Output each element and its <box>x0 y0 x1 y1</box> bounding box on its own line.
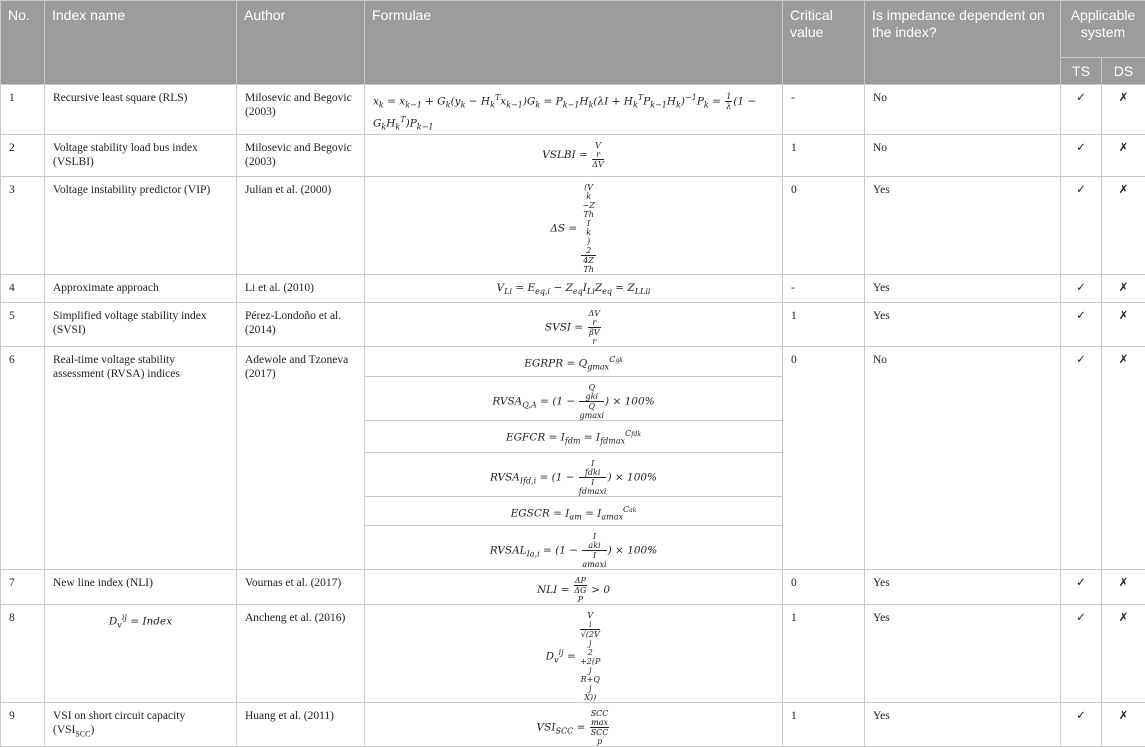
formula-svsi: SVSI = ΔV r βV r <box>365 303 783 347</box>
row-index-name: $D_v^{ij}$ = Index <box>45 604 237 702</box>
formula-rvsal-ia: $RVSAL_{Ia,i} = (1$ − I aki I amaxi ) × 100% <box>365 525 783 569</box>
header-critical-value: Critical value <box>783 1 865 85</box>
header-formulae: Formulae <box>365 1 783 85</box>
table-row <box>1 604 1145 702</box>
table-row <box>1 347 1145 377</box>
formula-egscr: EGSCR = $I_{am} = I_{amax}^{Cak}$ <box>365 497 783 526</box>
formula-egfcr: EGFCR = $I_{fdm} = I_{fdmax}^{Cfdk}$ <box>365 421 783 453</box>
formula-rls: $x_k = x_{k-1} + G_k(y_k - H_k^Tx_{k-1})G_k = P_{k-1}H_k(\lambda I + H_k^TP_{k-1}H_k)^{-1}P_k$ = $\frac{1}{\lambda}$ $(1 - G_kH_k^T)P_{k-1}$ <box>365 85 783 135</box>
row-no: 9 <box>1 702 45 746</box>
row-author: Milosevic and Begovic (2003) <box>237 135 365 177</box>
formula-rvsa-ifd: $RVSA_{Ifd,i} = (1$ − I fdki I fdmaxi ) × 100% <box>365 453 783 497</box>
row-index-name: Real-time voltage stability assessment (RVSA) indices <box>45 347 237 570</box>
row-author: Li et al. (2010) <box>237 275 365 303</box>
row-critical: 0 <box>783 569 865 604</box>
row-impedance: Yes <box>865 303 1061 347</box>
ts-check-mark: ✓ <box>1061 85 1102 135</box>
header-ts: TS <box>1061 58 1102 85</box>
row-index-name: VSI on short circuit capacity $(VSI_{SCC})$ <box>45 702 237 746</box>
ds-cross-mark: ✗ <box>1102 135 1145 177</box>
header-index-name: Index name <box>45 1 237 85</box>
row-no: 6 <box>1 347 45 570</box>
formula-vslbi: VSLBI = V r ΔV <box>365 135 783 177</box>
ds-cross-mark: ✗ <box>1102 604 1145 702</box>
row-index-name: Approximate approach <box>45 275 237 303</box>
row-critical: 0 <box>783 347 865 570</box>
row-author: Ancheng et al. (2016) <box>237 604 365 702</box>
row-author: Pérez-Londoño et al. (2014) <box>237 303 365 347</box>
row-critical: - <box>783 275 865 303</box>
row-critical: 1 <box>783 702 865 746</box>
ds-cross-mark: ✗ <box>1102 569 1145 604</box>
row-critical: 1 <box>783 604 865 702</box>
formula-approximate: $V_{Li} = E_{eq,i} - Z_{eq}I_{Li}Z_{eq} = Z_{LLii}$ <box>365 275 783 303</box>
row-impedance: No <box>865 347 1061 570</box>
row-impedance: Yes <box>865 569 1061 604</box>
table-row <box>1 303 1145 347</box>
ts-check-mark: ✓ <box>1061 702 1102 746</box>
ts-check-mark: ✓ <box>1061 604 1102 702</box>
table-row <box>1 135 1145 177</box>
row-author: Vournas et al. (2017) <box>237 569 365 604</box>
row-author: Milosevic and Begovic (2003) <box>237 85 365 135</box>
row-critical: 0 <box>783 177 865 275</box>
row-critical: 1 <box>783 303 865 347</box>
row-author: Julian et al. (2000) <box>237 177 365 275</box>
formula-dv: $D_v^{ij}$ = V i √(2V j 2 +2(P j R+Q j X)) <box>365 604 783 702</box>
header-author: Author <box>237 1 365 85</box>
row-author: Adewole and Tzoneva (2017) <box>237 347 365 570</box>
row-no: 1 <box>1 85 45 135</box>
row-index-name: New line index (NLI) <box>45 569 237 604</box>
header-applicable-system: Applicable system <box>1061 1 1145 58</box>
header-row <box>1 1 1145 58</box>
row-critical: - <box>783 85 865 135</box>
ts-check-mark: ✓ <box>1061 135 1102 177</box>
formula-vsi-scc: $VSI_{SCC}$ = SCC max SCC p <box>365 702 783 746</box>
ts-check-mark: ✓ <box>1061 177 1102 275</box>
ds-cross-mark: ✗ <box>1102 177 1145 275</box>
row-index-name: Recursive least square (RLS) <box>45 85 237 135</box>
table-row <box>1 275 1145 303</box>
ds-cross-mark: ✗ <box>1102 303 1145 347</box>
row-impedance: Yes <box>865 275 1061 303</box>
formula-egrpr: EGRPR = $Q_{gmax}^{Cgk}$ <box>365 347 783 377</box>
row-impedance: Yes <box>865 177 1061 275</box>
row-no: 8 <box>1 604 45 702</box>
row-no: 2 <box>1 135 45 177</box>
row-impedance: No <box>865 85 1061 135</box>
row-no: 3 <box>1 177 45 275</box>
ts-check-mark: ✓ <box>1061 347 1102 570</box>
row-no: 5 <box>1 303 45 347</box>
ds-cross-mark: ✗ <box>1102 702 1145 746</box>
row-critical: 1 <box>783 135 865 177</box>
row-impedance: No <box>865 135 1061 177</box>
formula-nli: NLI = ΔP ΔG P > 0 <box>365 569 783 604</box>
table-row <box>1 177 1145 275</box>
row-index-name: Voltage instability predictor (VIP) <box>45 177 237 275</box>
row-no: 4 <box>1 275 45 303</box>
ds-cross-mark: ✗ <box>1102 275 1145 303</box>
ts-check-mark: ✓ <box>1061 303 1102 347</box>
table-row <box>1 702 1145 746</box>
row-author: Huang et al. (2011) <box>237 702 365 746</box>
ds-cross-mark: ✗ <box>1102 347 1145 570</box>
row-index-name: Voltage stability load bus index (VSLBI) <box>45 135 237 177</box>
header-ds: DS <box>1102 58 1145 85</box>
formula-vip: ΔS = (V k −Z Th I k ) 2 4Z Th <box>365 177 783 275</box>
formula-rvsa-q: $RVSA_{Q,A} = (1$ − Q gki Q gmaxi ) × 100% <box>365 377 783 421</box>
table-row <box>1 569 1145 604</box>
row-impedance: Yes <box>865 702 1061 746</box>
ds-cross-mark: ✗ <box>1102 85 1145 135</box>
row-impedance: Yes <box>865 604 1061 702</box>
header-no: No. <box>1 1 45 85</box>
ts-check-mark: ✓ <box>1061 275 1102 303</box>
row-index-name: Simplified voltage stability index (SVSI) <box>45 303 237 347</box>
row-no: 7 <box>1 569 45 604</box>
table-row <box>1 85 1145 135</box>
header-impedance: Is impedance dependent on the index? <box>865 1 1061 85</box>
ts-check-mark: ✓ <box>1061 569 1102 604</box>
